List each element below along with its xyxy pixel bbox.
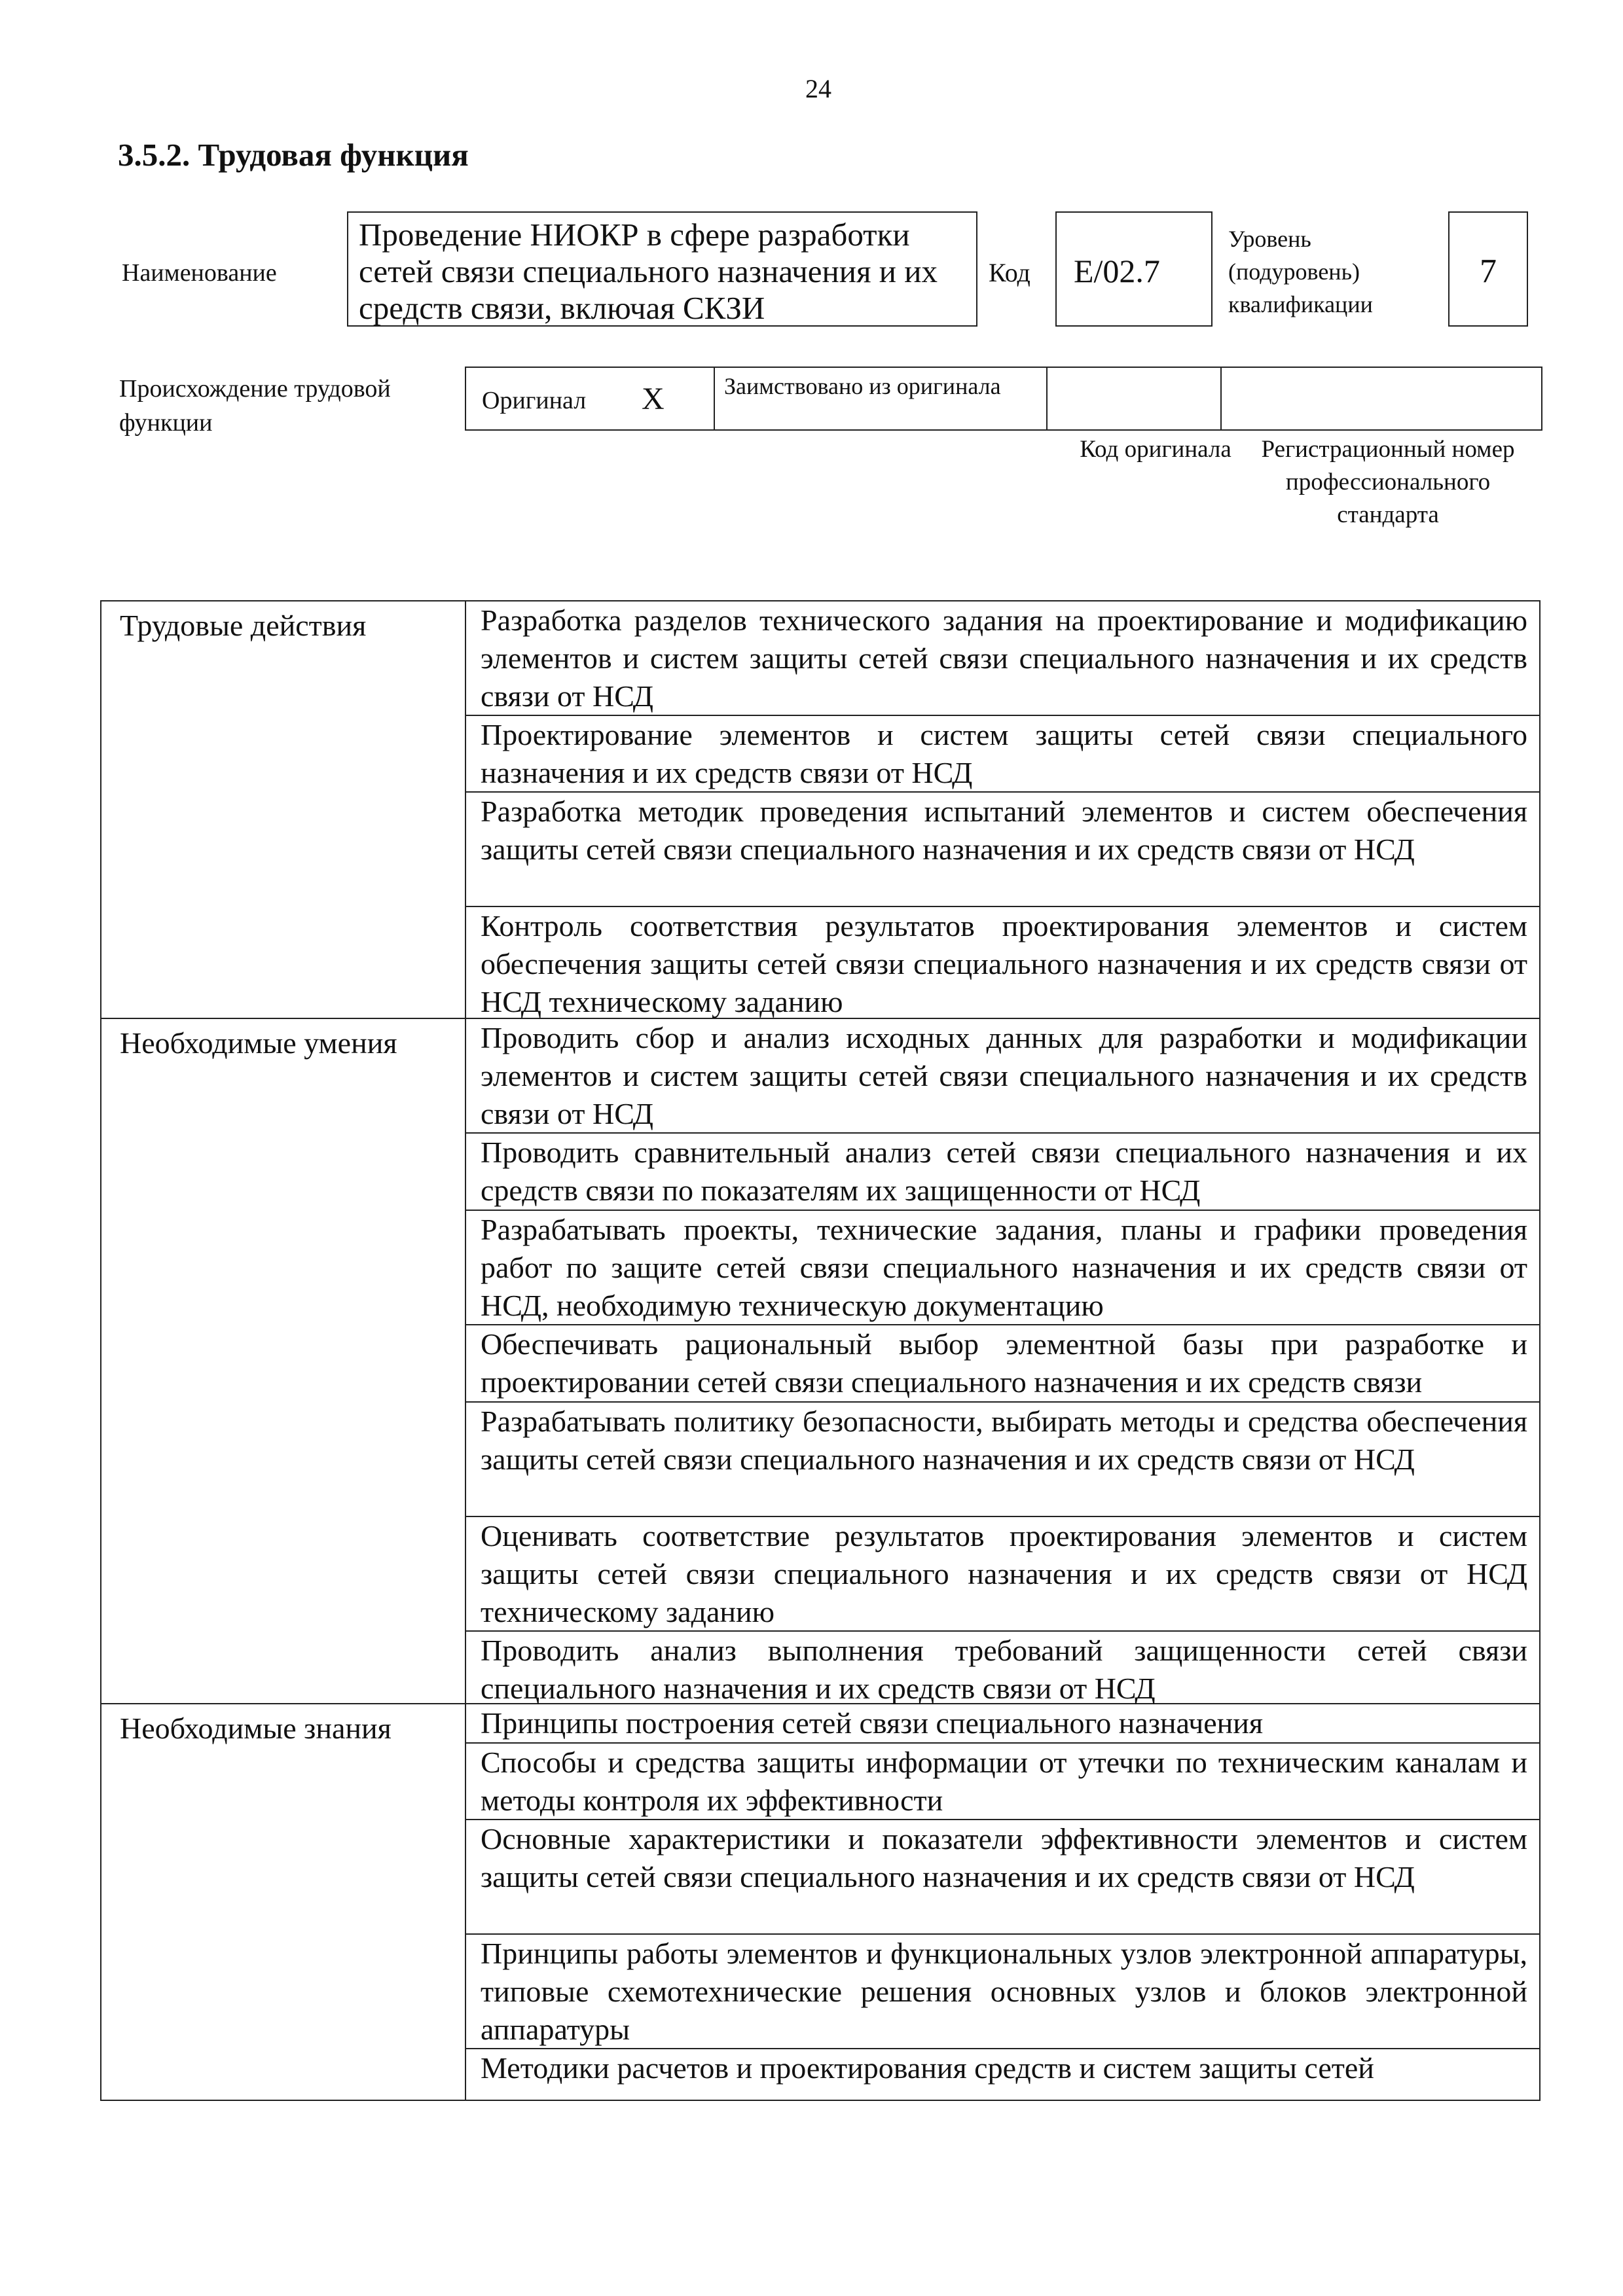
table-item: Разрабатывать политику безопасности, выбирать методы и средства обеспечения защиты сетей связи специального назначения и их средств связи от НСД xyxy=(466,1403,1539,1517)
group-items xyxy=(465,1704,1539,2100)
original-checkmark: X xyxy=(642,382,665,416)
code-label: Код xyxy=(989,258,1030,287)
page-number: 24 xyxy=(805,74,831,103)
group-label: Трудовые действия xyxy=(120,609,367,642)
table-item: Проводить сбор и анализ исходных данных для разработки и модификации элементов и систем защиты сетей связи специального назначения и их средств связи от НСД xyxy=(466,1019,1539,1134)
function-code-field: E/02.7 xyxy=(1055,211,1213,327)
table-item: Разработка методик проведения испытаний элементов и систем обеспечения защиты сетей связи специального назначения и их средств связи от НСД xyxy=(466,793,1539,907)
group-labor-actions xyxy=(101,601,1539,1019)
function-name-field: Проведение НИОКР в сфере разработки сетей связи специального назначения и их средств связи, включая СКЗИ xyxy=(347,211,977,327)
group-label: Необходимые знания xyxy=(120,1712,392,1745)
original-label: Оригинал xyxy=(482,387,587,414)
table-item: Обеспечивать рациональный выбор элементной базы при разработке и проектировании сетей связи специального назначения и их средств связи xyxy=(466,1325,1539,1403)
table-item: Разработка разделов технического задания на проектирование и модификацию элементов и систем защиты сетей связи специального назначения и их средств связи от НСД xyxy=(466,601,1539,716)
origin-code-cell xyxy=(1048,368,1222,429)
borrowed-label: Заимствовано из оригинала xyxy=(724,373,1001,399)
origin-label: Происхождение трудовой функции xyxy=(119,375,391,437)
origin-original-cell xyxy=(466,368,715,429)
group-required-skills xyxy=(101,1019,1539,1704)
section-title: 3.5.2. Трудовая функция xyxy=(118,137,469,173)
table-item: Методики расчетов и проектирования средств и систем защиты сетей xyxy=(481,2051,1374,2085)
table-item: Основные характеристики и показатели эффективности элементов и систем защиты сетей связи специального назначения и их средств связи от НСД xyxy=(466,1820,1539,1935)
group-items xyxy=(465,601,1539,1018)
code-original-caption: Код оригинала xyxy=(1080,436,1231,463)
origin-reg-number-cell xyxy=(1222,368,1541,429)
table-item: Проводить сравнительный анализ сетей связи специального назначения и их средств связи по показателям их защищенности от НСД xyxy=(466,1134,1539,1211)
table-item: Разрабатывать проекты, технические задания, планы и графики проведения работ по защите сетей связи специального назначения и их средств связи от НСД, необходимую техническую документацию xyxy=(466,1211,1539,1325)
competency-table xyxy=(100,600,1541,2101)
table-item: Способы и средства защиты информации от утечки по техническим каналам и методы контроля их эффективности xyxy=(466,1744,1539,1820)
qualification-level-field: 7 xyxy=(1448,211,1528,327)
origin-borrowed-cell xyxy=(715,368,1048,429)
name-label: Наименование xyxy=(122,259,277,287)
table-item: Проектирование элементов и систем защиты сетей связи специального назначения и их средств связи от НСД xyxy=(466,716,1539,793)
group-label: Необходимые умения xyxy=(120,1026,397,1060)
table-item: Проводить анализ выполнения требований защищенности сетей связи специального назначения и их средств связи от НСД xyxy=(481,1634,1527,1704)
table-item: Оценивать соответствие результатов проектирования элементов и систем защиты сетей связи специального назначения и их средств связи от НСД техническому заданию xyxy=(466,1517,1539,1632)
group-required-knowledge xyxy=(101,1704,1539,2100)
group-items xyxy=(465,1019,1539,1703)
table-item: Принципы построения сетей связи специального назначения xyxy=(466,1704,1539,1744)
reg-number-caption: Регистрационный номер профессионального стандарта xyxy=(1261,436,1515,528)
origin-row xyxy=(465,367,1542,431)
table-item: Контроль соответствия результатов проектирования элементов и систем обеспечения защиты сетей связи специального назначения и их средств связи от НСД техническому заданию xyxy=(481,909,1527,1018)
table-item: Принципы работы элементов и функциональных узлов электронной аппаратуры, типовые схемотехнические решения основных узлов и блоков электронной аппаратуры xyxy=(466,1935,1539,2049)
qualification-level-label: Уровень (подуровень) квалификации xyxy=(1228,226,1373,317)
